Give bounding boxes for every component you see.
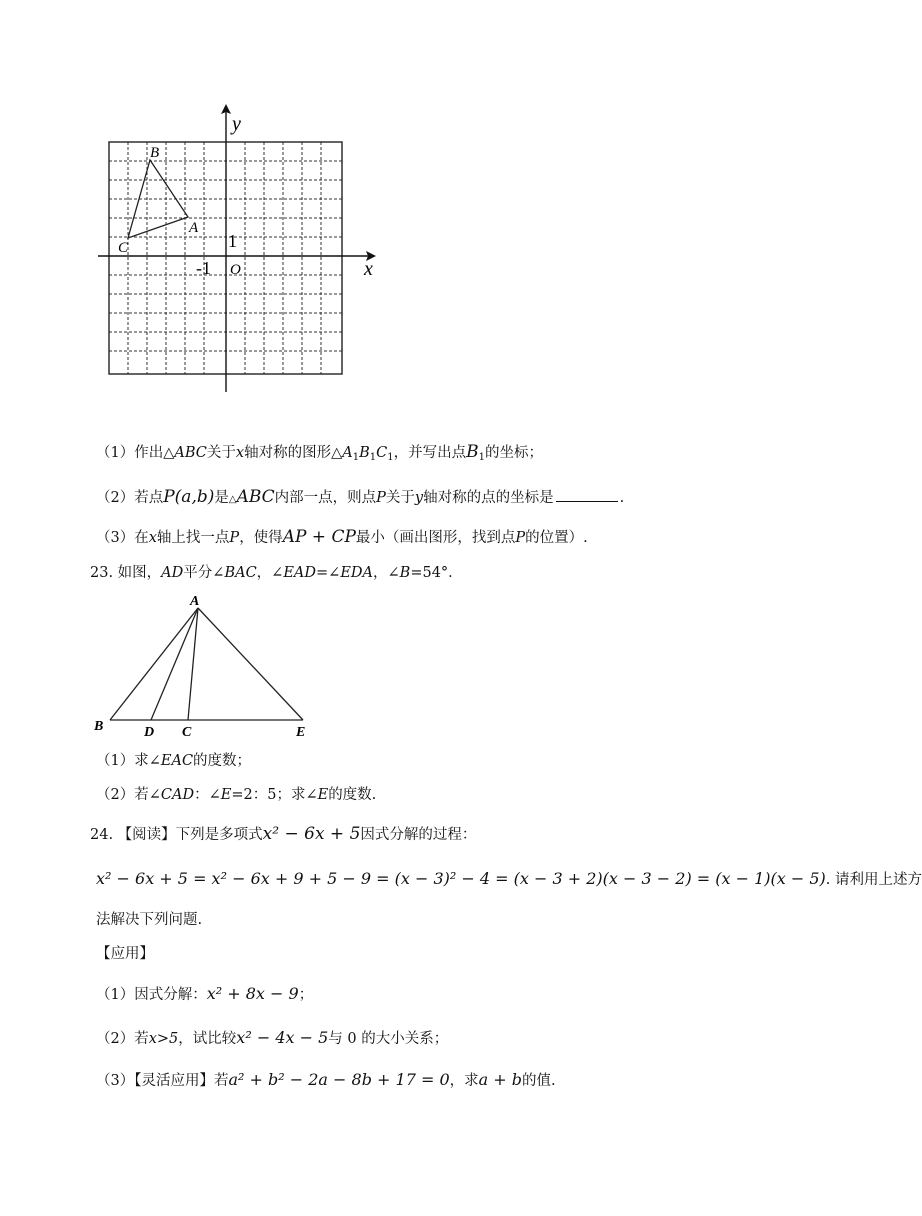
q24-part1: （1）因式分解：x² + 8x − 9； [96,984,314,1003]
label-a: A [190,594,200,609]
q24-part3: （3）【灵活应用】若a² + b² − 2a − 8b + 17 = 0，求a + b的值. [96,1070,556,1089]
q24-apply-heading: 【应用】 [96,946,154,962]
label-point-b: B [150,145,160,161]
q24-stem: 24. 【阅读】下列是多项式x² − 6x + 5因式分解的过程： [90,824,477,844]
q23-part2: （2）若∠CAD：∠E=2：5；求∠E的度数. [96,787,377,803]
answer-blank [556,487,618,502]
label-x: x [364,258,373,280]
q23-part1: （1）求∠EAC的度数； [96,753,252,769]
label-origin: O [230,262,241,278]
q22-part2: （2）若点P(a,b)是△ABC内部一点，则点P关于y轴对称的点的坐标是 . [96,487,625,507]
label-y: y [232,113,241,135]
label-point-a: A [189,220,199,236]
q22-part3: （3）在x轴上找一点P，使得AP + CP最小（画出图形，找到点P的位置）. [96,527,588,547]
segment-ae [198,608,303,720]
q24-derivation: x² − 6x + 5 = x² − 6x + 9 + 5 − 9 = (x − 3)² − 4 = (x − 3 + 2)(x − 3 − 2) = (x − 1)(x − 5). 请利用上述方 [96,869,922,888]
coordinate-grid-figure [90,100,390,400]
label-one: 1 [228,231,237,251]
triangle-figure [88,590,328,740]
label-c: C [182,725,192,740]
label-e: E [296,725,306,740]
segment-ac [188,608,198,720]
q23-stem: 23. 如图，AD平分∠BAC，∠EAD=∠EDA，∠B=54°． [90,565,463,581]
q24-continuation: 法解决下列问题. [96,912,203,928]
label-d: D [144,725,155,740]
segment-ad [151,608,198,720]
label-neg-one: -1 [196,258,211,278]
label-b: B [94,719,104,734]
q22-part1: （1）作出△ABC关于x轴对称的图形$\triangle A_1B_1C_1$，并写出点$B_1$的坐标； [96,442,543,463]
q24-part2: （2）若x>5，试比较x² − 4x − 5与 0 的大小关系； [96,1028,449,1047]
label-point-c: C [118,240,129,256]
segment-ab [110,608,198,720]
